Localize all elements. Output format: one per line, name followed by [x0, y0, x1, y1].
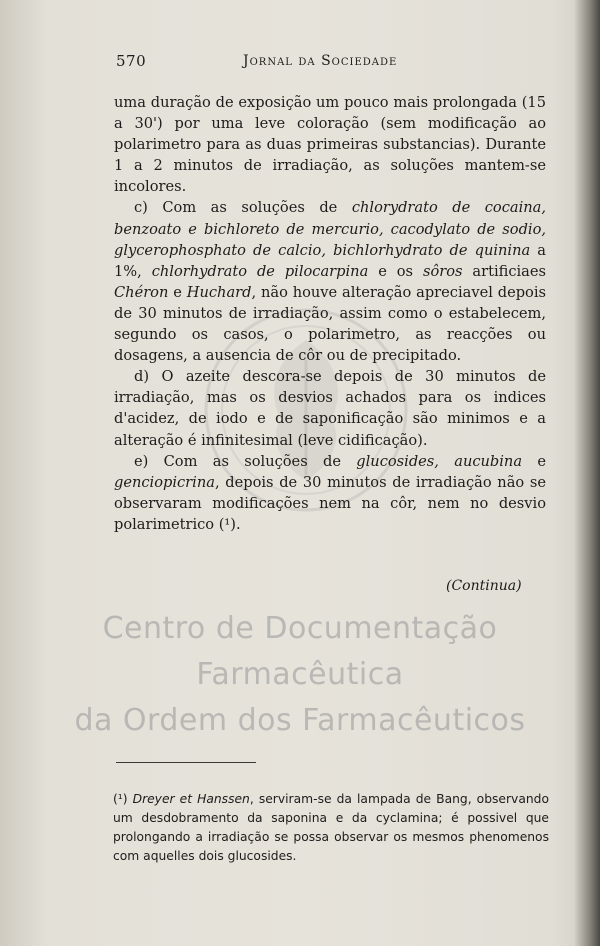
paragraph-e	[114, 451, 546, 535]
page-number: 570	[116, 52, 147, 70]
text-run: artificiaes	[462, 262, 547, 280]
archive-watermark	[0, 606, 600, 744]
running-title: Jornal da Sociedade	[243, 53, 398, 69]
text-run: e	[522, 452, 546, 470]
text-run: c) Com as soluções de	[134, 199, 352, 217]
continua-note: (Continua)	[446, 578, 522, 594]
footnote-author: Dreyer et Hanssen	[132, 792, 250, 806]
italic-run: glucosides, aucubina	[356, 452, 523, 470]
italic-run: Huchard	[186, 283, 252, 301]
footnote-marker: (¹)	[113, 792, 133, 806]
text-run: e	[168, 283, 187, 301]
text-run: a 1%,	[114, 241, 547, 280]
italic-run: Chéron	[114, 283, 169, 301]
footnote-text: , serviram-se da lampada de Bang, observando um desdobramento da saponina e da cyclamina; é possivel que prolongando a irradiação se possa observar os mesmos phenomenos com aquelles dois glucosides.	[113, 792, 549, 863]
paragraph-continuation: uma duração de exposição um pouco mais prolongada (15 a 30') por uma leve coloração (sem modificação ao polarimetro para as duas primeiras substancias). Durante 1 a 2 minutos de irradiação, as soluções mantem-se incolores.	[114, 94, 546, 196]
paragraph-c	[114, 197, 546, 366]
italic-run: chlorhydrato de pilocarpina	[151, 262, 369, 280]
watermark-line-2: da Ordem dos Farmacêuticos	[74, 703, 526, 738]
binding-shadow	[574, 0, 600, 946]
text-run: , depois de 30 minutos de irradiação não se observaram modificações nem na côr, nem no desvio polarimetrico (¹).	[114, 473, 546, 533]
footnote-divider	[116, 762, 256, 763]
paragraph-d: d) O azeite descora-se depois de 30 minutos de irradiação, mas os desvios achados para os indices d'acidez, de iodo e de saponificação são minimos e a alteração é infinitesimal (leve cidificação).	[114, 368, 546, 449]
watermark-line-1: Centro de Documentação Farmacêutica	[102, 611, 498, 692]
text-run: e) Com as soluções de	[134, 452, 357, 470]
footnote	[113, 790, 549, 866]
page-header	[116, 52, 516, 72]
text-run: , não houve alteração apreciavel depois de 30 minutos de irradiação, assim como o estabelecem, segundo os casos, o polarimetro, as reacções ou dosagens, a ausencia de côr ou de precipitado.	[114, 283, 546, 365]
italic-run: genciopicrina	[114, 473, 215, 491]
text-run: e os	[368, 262, 423, 280]
italic-run: chlorydrato de cocaina, benzoato e bichloreto de mercurio, cacodylato de sodio, glycerophosphato de calcio, bichlorhydrato de quinina	[114, 199, 546, 259]
italic-run: sôros	[422, 262, 463, 280]
main-text	[114, 92, 546, 535]
